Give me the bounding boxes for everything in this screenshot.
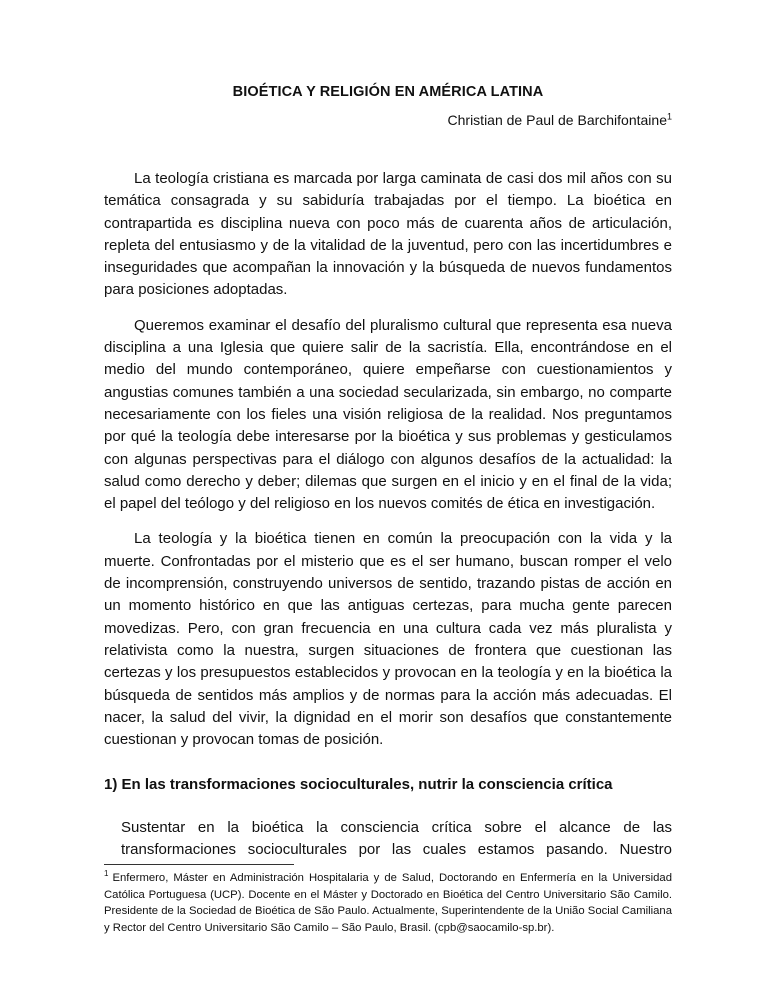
paragraph-1: La teología cristiana es marcada por larga caminata de casi dos mil años con su temática consagrada y su sabiduría trabajadas por el tiempo. La bioética en contrapartida es disciplina nueva con poco más de cuarenta años de articulación, repleta del entusiasmo y de la vitalidad de la juventud, pero con las incertidumbres e inseguridades que acompañan la innovación y la búsqueda de nuevos fundamentos para posiciones adoptadas. <box>104 170 672 299</box>
section-heading: 1) En las transformaciones socioculturales, nutrir la consciencia crítica <box>104 776 613 793</box>
document-title: BIOÉTICA Y RELIGIÓN EN AMÉRICA LATINA <box>232 84 544 100</box>
footnote-text: Enfermero, Máster en Administración Hospitalaria y de Salud, Doctorando en Enfermería en la Universidad Católica Portuguesa (UCP). Docente en el Máster y Doctorado en Bioética del Centro Universitario São Camilo. Presidente de la Sociedad de Bioética de São Paulo. Actualmente, Superintendente de la União Social Camiliana y Rector del Centro Universitario São Camilo – São Paulo, Brasil. (cpb@saocamilo-sp.br). <box>104 872 672 934</box>
author-line <box>104 110 672 130</box>
paragraph-2: Queremos examinar el desafío del pluralismo cultural que representa esa nueva disciplina a una Iglesia que quiere salir de la sacristía. Ella, encontrándose en el medio del mundo contemporáneo, quiere empeñarse con cuestionamientos y angustias comunes también a una sociedad secularizada, sin embargo, no comparte necesariamente con los fieles una visión religiosa de la realidad. Nos preguntamos por qué la teología debe interesarse por la bioética y sus problemas y gesticulamos con algunas perspectivas para el diálogo con algunos desafíos de la actualidad: la salud como derecho y deber; dilemas que surgen en el inicio y en el final de la vida; el papel del teólogo y del religioso en los nuevos comités de ética en investigación. <box>104 316 672 513</box>
author-name: Christian de Paul de Barchifontaine <box>447 112 667 128</box>
document-body <box>104 82 672 751</box>
author-footnote-mark: 1 <box>666 111 672 122</box>
footnote-divider <box>104 864 294 865</box>
footnote-mark: 1 <box>104 869 109 879</box>
footnote <box>104 870 672 936</box>
paragraph-3: La teología y la bioética tienen en común la preocupación con la vida y la muerte. Confrontadas por el misterio que es el ser humano, buscan romper el velo de incomprensión, construyendo universos de sentido, trazando pistas de acción en un momento histórico en que las antiguas certezas, para mucha gente parecen movedizas. Pero, con gran frecuencia en una cultura cada vez más pluralista y relativista como la nuestra, surgen situaciones de frontera que cuestionan las certezas y los presupuestos establecidos y provocan en la teología y en la bioética la búsqueda de sentidos más amplios y de normas para la acción más adecuadas. El nacer, la salud del vivir, la dignidad en el morir son desafíos que constantemente cuestionan y provocan tomas de posición. <box>104 530 672 749</box>
section-paragraph: Sustentar en la bioética la consciencia crítica sobre el alcance de las transformaciones socioculturales por las cuales estamos pasando. Nuestro <box>121 819 672 859</box>
